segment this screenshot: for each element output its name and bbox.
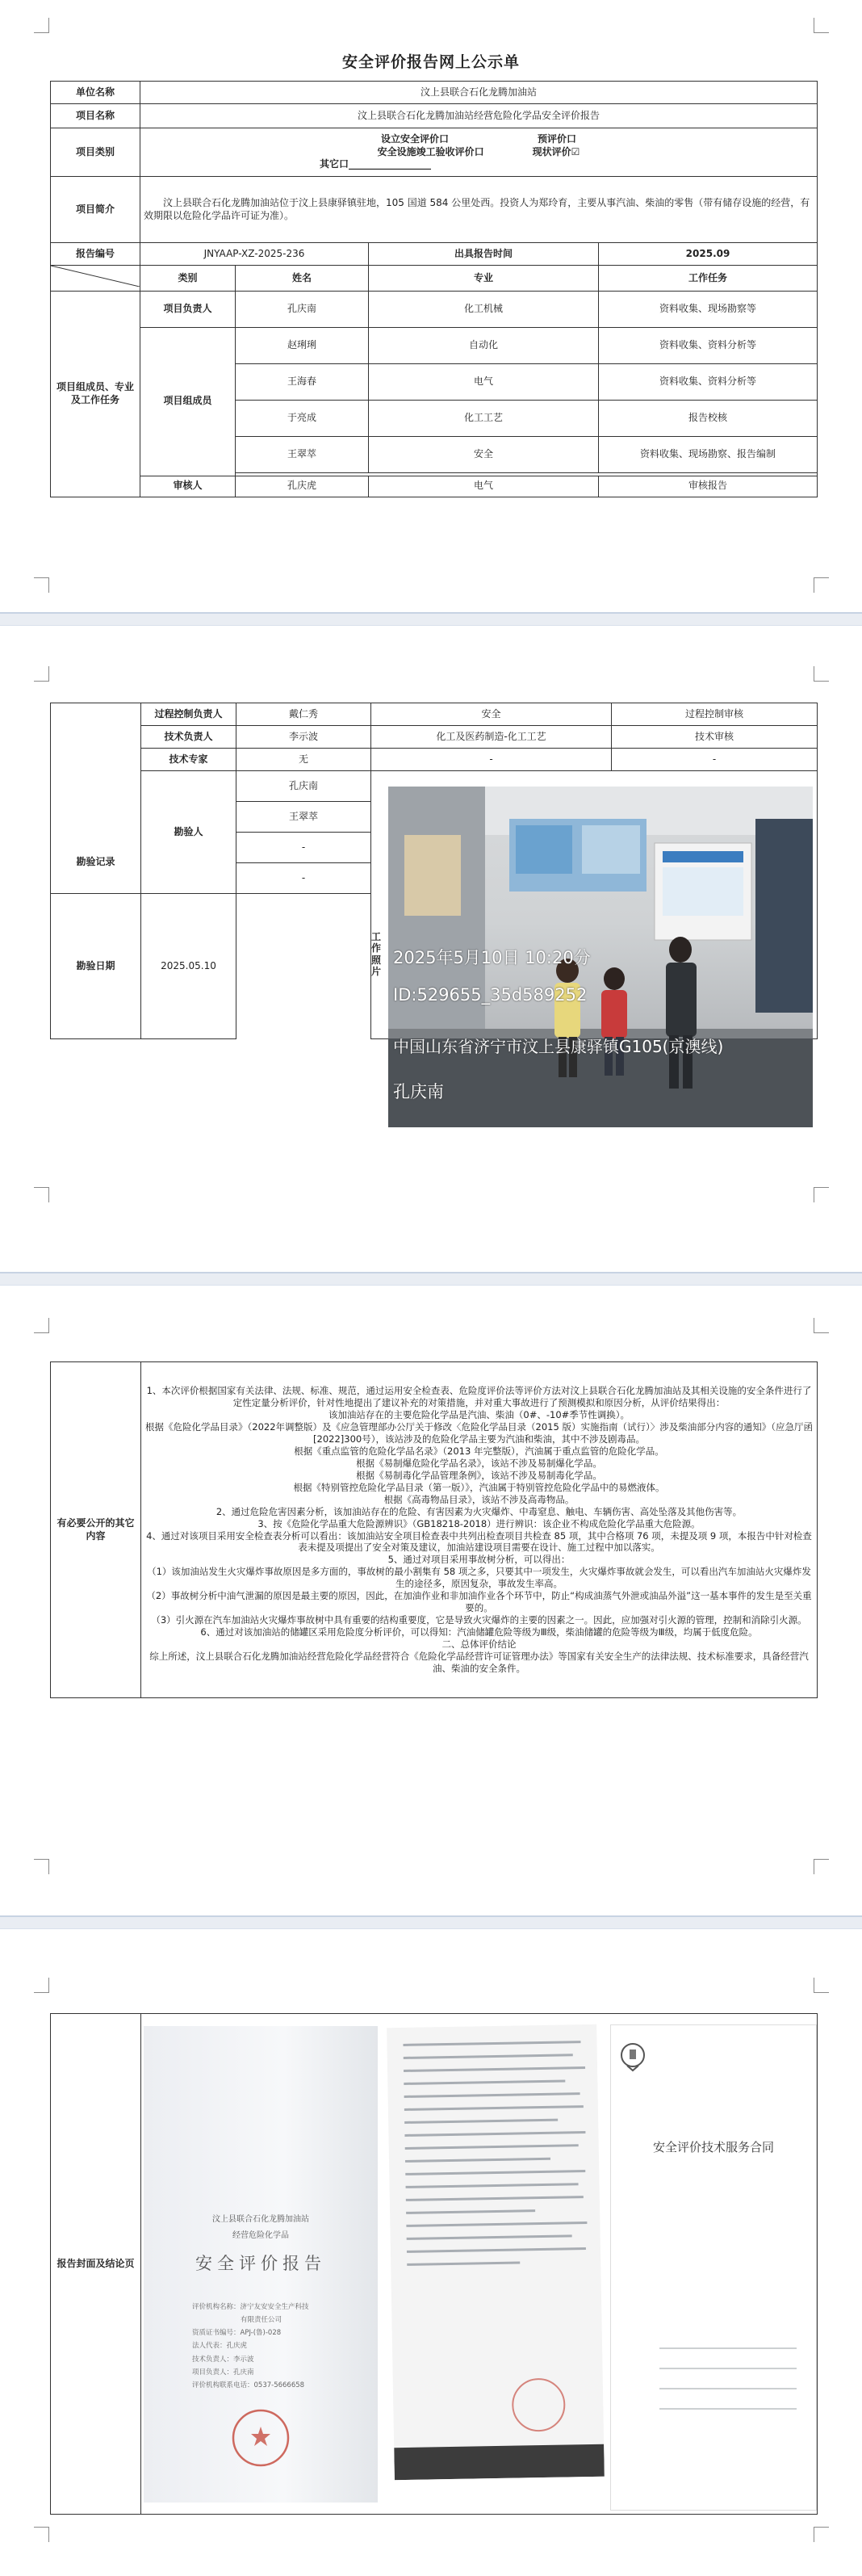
category-options: [140, 128, 818, 177]
paragraph: （1）该加油站发生火灾爆炸事故原因是多方面的，事故树的最小割集有 58 项之多，只要其中一项发生，火灾爆炸事故就会发生，可以看出汽车加油站火灾爆炸发生的途径多，原因复杂，事故发生率高。: [147, 1566, 811, 1590]
crop-mark: [814, 2527, 829, 2542]
cover-info-line: 评价机构联系电话：0537-5666658: [192, 2381, 305, 2389]
option-acceptance: 安全设施竣工验收评价口: [377, 145, 484, 157]
paragraph: 该加油站存在的主要危险化学品是汽油、柴油（0#、-10#季节性调换）。: [328, 1409, 630, 1421]
red-seal: [228, 2406, 293, 2470]
member-major: 安全: [369, 436, 599, 472]
paragraph: 根据《易制爆危险化学品名录》，该站不涉及易制爆化学品。: [356, 1457, 602, 1469]
report-date: 2025.09: [599, 243, 818, 266]
other-content-label: 有必要公开的其它内容: [51, 1362, 141, 1698]
crop-mark: [814, 1187, 829, 1202]
crop-mark: [34, 1978, 49, 1993]
reviewer-major: 电气: [369, 476, 599, 497]
inspector-label: 勘验人: [141, 771, 236, 894]
member-major: 化工机械: [369, 291, 599, 327]
other-content-text: [141, 1362, 818, 1698]
member-name: 赵琍琍: [236, 327, 369, 363]
member-major: 电气: [369, 363, 599, 400]
project-label: 项目名称: [51, 104, 140, 128]
report-table: [50, 81, 818, 497]
cover-info-line: 评价机构名称：济宁友安安全生产科技: [192, 2303, 309, 2311]
member-task: 资料收集、资料分析等: [599, 363, 818, 400]
photo-location: 中国山东省济宁市汶上县康驿镇G105(京澳线): [393, 1037, 724, 1056]
header-category: 类别: [140, 266, 236, 292]
crop-mark: [34, 1318, 49, 1333]
report-conclusion-image: [387, 2024, 605, 2480]
paragraph: 根据《易制毒化学品管理条例》，该站不涉及易制毒化学品。: [356, 1469, 602, 1481]
paragraph: 根据《重点监管的危险化学品名录》（2013 年完整版），汽油属于重点监管的危险化学品。: [294, 1445, 664, 1457]
paragraph: 二、总体评价结论: [441, 1638, 517, 1650]
member-name: 王海春: [236, 363, 369, 400]
inspector-name: -: [236, 833, 371, 863]
crop-mark: [34, 1187, 49, 1202]
expert-name: 无: [236, 749, 371, 771]
report-cover-image: [144, 2026, 378, 2503]
reviewer-task: 审核报告: [599, 476, 818, 497]
category-label: 项目类别: [51, 128, 140, 177]
paragraph: 4、通过对该项目采用安全检查表分析可以看出：该加油站安全项目检查表中共列出检查项目共检查 85 项，其中合格项 76 项，未提及项 9 项，本报告中针对检查表未提及项提出了安全对策及建议，加油站建设项目需要在设计、施工过程中加以落实。: [146, 1529, 812, 1554]
crop-mark: [814, 1859, 829, 1874]
reviewer-name: 孔庆虎: [236, 476, 369, 497]
option-current: 现状评价☑: [532, 145, 580, 157]
member-task: 资料收集、现场勘察、报告编制: [599, 436, 818, 472]
page-1: [0, 0, 862, 610]
crop-mark: [814, 1318, 829, 1333]
other-content-table: [50, 1361, 818, 1698]
option-other: 其它口_________________: [320, 158, 432, 170]
reviewer-label: 审核人: [140, 476, 236, 497]
page-4: [0, 1929, 862, 2576]
header-task: 工作任务: [599, 266, 818, 292]
photo-label: 工作照片: [371, 931, 382, 978]
crop-mark: [814, 577, 829, 593]
member-label: 项目组成员: [140, 327, 236, 476]
paragraph: 1、本次评价根据国家有关法律、法规、标准、规范，通过运用安全检查表、危险度评价法等评价方法对汶上县联合石化龙腾加油站及其相关设施的安全条件进行了定性定量分析评价，针对性地提出了建议补充的对策措施，并对重大事故进行了预测模拟和原因分析，从评价结果得出：: [146, 1385, 812, 1409]
emblem-icon: [619, 2041, 646, 2074]
paragraph: 根据《特别管控危险化学品目录（第一版）》，汽油属于特别管控危险化学品中的易燃液体。: [293, 1481, 665, 1493]
photo-id: ID:529655_35d589252: [393, 985, 588, 1005]
inspector-name: -: [236, 863, 371, 894]
paragraph: 6、通过对该加油站的储罐区采用危险度分析评价，可以得知：汽油储罐危险等级为Ⅲ级，柴油储罐的危险等级为Ⅲ级，均属于低度危险。: [200, 1626, 758, 1638]
cover-info-line: 法人代表：孔庆虎: [192, 2342, 248, 2351]
cover-label: 报告封面及结论页: [51, 2014, 141, 2515]
option-pre: 预评价口: [538, 133, 577, 145]
report-no-label: 报告编号: [51, 243, 140, 266]
paragraph: 综上所述，汶上县联合石化龙腾加油站经营危险化学品经营符合《危险化学品经营许可证管理办法》等国家有关安全生产的法律法规、技术标准要求，具备经营汽油、柴油的安全条件。: [149, 1650, 809, 1674]
inspector-name: 王翠萃: [236, 802, 371, 833]
survey-date: 2025.05.10: [141, 894, 236, 1039]
paragraph: 3、按《危险化学品重大危险源辨识》（GB18218-2018）进行辨识：该企业不构成危险化学品重大危险源。: [257, 1517, 701, 1529]
process-major: 安全: [371, 703, 612, 726]
cover-info: [192, 2301, 362, 2392]
date-label: 勘验日期: [51, 894, 141, 1039]
cover-title: 安全评价报告: [195, 2254, 326, 2273]
diagonal-cell: [51, 266, 140, 292]
group-label: 项目组成员、专业及工作任务: [51, 291, 140, 497]
unit-label: 单位名称: [51, 82, 140, 104]
process-label: 过程控制负责人: [141, 703, 236, 726]
header-name: 姓名: [236, 266, 369, 292]
tech-task: 技术审核: [612, 726, 818, 749]
member-major: 自动化: [369, 327, 599, 363]
cover-info-line: 技术负责人：李示波: [192, 2355, 254, 2364]
crop-mark: [814, 1978, 829, 1993]
crop-mark: [814, 666, 829, 682]
member-task: 报告校核: [599, 400, 818, 436]
page-separator: [0, 1272, 862, 1286]
survey-label: 勘验记录: [51, 703, 141, 894]
report-date-label: 出具报告时间: [369, 243, 599, 266]
work-photo: [388, 787, 813, 1127]
paragraph: 2、通过危险危害因素分析，该加油站存在的危险、有害因素为火灾爆炸、中毒窒息、触电、车辆伤害、高处坠落及其他伤害等。: [216, 1505, 743, 1517]
cover-info-line: 资质证书编号：APJ-(鲁)-028: [192, 2329, 282, 2338]
crop-mark: [814, 18, 829, 33]
member-task: 资料收集、现场勘察等: [599, 291, 818, 327]
crop-mark: [34, 666, 49, 682]
conclusion-text-lines: [387, 2024, 605, 2480]
photo-timestamp: 2025年5月10日 10:20分: [393, 948, 591, 967]
tech-name: 李示波: [236, 726, 371, 749]
diagonal-line: [51, 266, 140, 287]
expert-task: -: [612, 749, 818, 771]
photo-person: 孔庆南: [393, 1082, 444, 1101]
page-title: 安全评价报告网上公示单: [341, 53, 520, 71]
intro-text: 汶上县联合石化龙腾加油站位于汶上县康驿镇驻地，105 国道 584 公里处西。投资人为郑玲育，主要从事汽油、柴油的零售（带有储存设施的经营，有效期限以危险化学品许可证为准）。: [140, 177, 818, 243]
process-name: 戴仁秀: [236, 703, 371, 726]
member-major: 化工工艺: [369, 400, 599, 436]
member-task: 资料收集、资料分析等: [599, 327, 818, 363]
tech-label: 技术负责人: [141, 726, 236, 749]
cover-info-line: 项目负责人：孔庆南: [192, 2368, 254, 2377]
option-setup: 设立安全评价口: [380, 133, 449, 145]
expert-label: 技术专家: [141, 749, 236, 771]
report-no: JNYAAP-XZ-2025-236: [140, 243, 369, 266]
unit-value: 汶上县联合石化龙腾加油站: [140, 82, 818, 104]
crop-mark: [34, 18, 49, 33]
contract-fields: [611, 2332, 816, 2429]
paragraph: 根据《危险化学品目录》（2022年调整版）及《应急管理部办公厅关于修改〈危险化学品目录（2015 版）实施指南（试行）〉涉及柴油部分内容的通知》（应急厅函[2022]300号），该站涉及的危险化学品主要为汽油和柴油，其中不涉及剧毒品。: [145, 1421, 813, 1445]
page-separator: [0, 1915, 862, 1929]
page-2: [0, 626, 862, 1272]
cover-subject: 经营危险化学品: [232, 2231, 289, 2240]
project-value: 汶上县联合石化龙腾加油站经营危险化学品安全评价报告: [140, 104, 818, 128]
process-task: 过程控制审核: [612, 703, 818, 726]
cover-info-line: 有限责任公司: [241, 2316, 282, 2325]
header-major: 专业: [369, 266, 599, 292]
service-contract-image: [610, 2024, 817, 2511]
contract-title: 安全评价技术服务合同: [652, 2140, 774, 2154]
intro-label: 项目简介: [51, 177, 140, 243]
member-name: 于亮成: [236, 400, 369, 436]
member-name: 孔庆南: [236, 291, 369, 327]
crop-mark: [34, 1859, 49, 1874]
page-separator: [0, 612, 862, 626]
cover-company: 汶上县联合石化龙腾加油站: [212, 2215, 309, 2224]
crop-mark: [34, 2527, 49, 2542]
paragraph: 5、通过对项目采用事故树分析，可以得出：: [387, 1554, 571, 1566]
expert-major: -: [371, 749, 612, 771]
paragraph: （3）引火源在汽车加油站火灾爆炸事故树中具有重要的结构重要度，它是导致火灾爆炸的主要的因素之一。因此，应加强对引火源的管理，控制和消除引火源。: [151, 1614, 807, 1626]
paragraph: （2）事故树分析中油气泄漏的原因是最主要的原因，因此，在加油作业和非加油作业各个环节中，防止“构成油蒸气外泄或油品外溢”这一基本事件的发生是至关重要的。: [146, 1590, 812, 1614]
inspector-name: 孔庆南: [236, 771, 371, 802]
paragraph: 根据《高毒物品目录》，该站不涉及高毒物品。: [383, 1493, 575, 1505]
leader-label: 项目负责人: [140, 291, 236, 327]
member-name: 王翠萃: [236, 436, 369, 472]
crop-mark: [34, 577, 49, 593]
page-3: [0, 1286, 862, 1915]
tech-major: 化工及医药制造-化工工艺: [371, 726, 612, 749]
